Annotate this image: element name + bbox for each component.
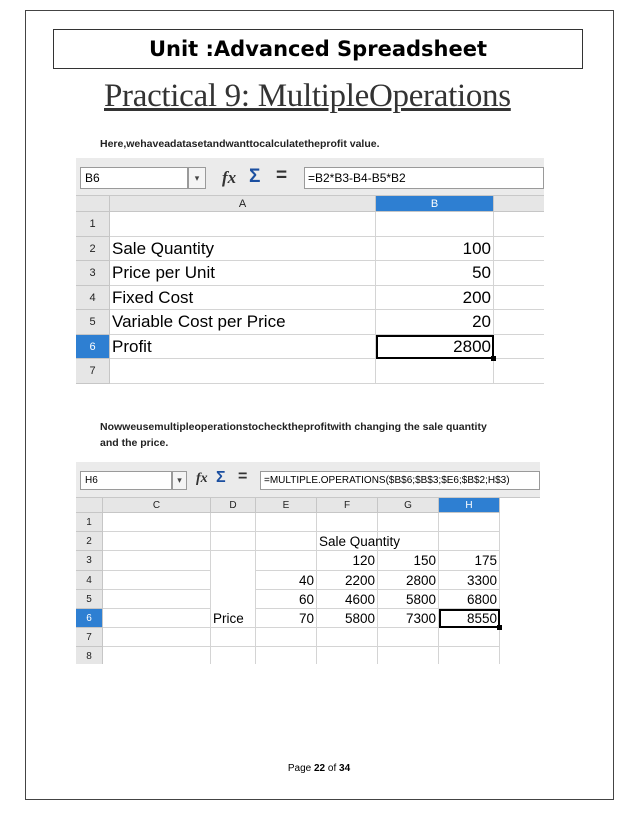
row-header-6[interactable]: 6 (76, 335, 110, 360)
row-header-7[interactable]: 7 (76, 628, 103, 647)
cell-b1[interactable] (376, 212, 494, 237)
footer-total-pages: 34 (339, 763, 351, 774)
footer-prefix: Page (287, 763, 312, 774)
cell-g1[interactable] (378, 513, 439, 532)
row-header-7[interactable]: 7 (76, 359, 110, 384)
cell-a2[interactable]: Sale Quantity (110, 237, 376, 262)
cell-h6[interactable]: 8550 (439, 609, 500, 628)
cell-a6[interactable]: Profit (110, 335, 376, 360)
intro-text: Here,wehaveadatasetandwanttocalculatetheprofit value. (100, 138, 380, 150)
cell-b2[interactable]: 100 (376, 237, 494, 262)
cell-b5[interactable]: 20 (376, 310, 494, 335)
formula-equals-icon[interactable]: = (238, 468, 248, 485)
cell-c6[interactable] (103, 609, 211, 628)
cell-b7[interactable] (376, 359, 494, 384)
cell-c1[interactable] (103, 513, 211, 532)
cell-a3[interactable]: Price per Unit (110, 261, 376, 286)
cell-h4[interactable]: 3300 (439, 571, 500, 590)
cell-f8[interactable] (317, 647, 378, 664)
cell-c5[interactable] (103, 590, 211, 609)
cell-h7[interactable] (439, 628, 500, 647)
cell-a1[interactable] (110, 212, 376, 237)
cell-a5[interactable]: Variable Cost per Price (110, 310, 376, 335)
column-header-b[interactable]: B (376, 196, 494, 212)
column-header-f[interactable]: F (317, 498, 378, 513)
row-header-3[interactable]: 3 (76, 261, 110, 286)
cell-f6[interactable]: 5800 (317, 609, 378, 628)
column-header-a[interactable]: A (110, 196, 376, 212)
formula-bar (76, 158, 544, 196)
row-header-4[interactable]: 4 (76, 571, 103, 590)
cell-g6[interactable]: 7300 (378, 609, 439, 628)
row-header-3[interactable]: 3 (76, 551, 103, 570)
cell-e7[interactable] (256, 628, 317, 647)
spreadsheet-multiple-operations (76, 462, 540, 664)
column-header-extra[interactable] (494, 196, 544, 212)
formula-equals-icon[interactable]: = (276, 165, 288, 186)
page-footer (0, 763, 638, 774)
column-header-c[interactable]: C (103, 498, 211, 513)
cell-h8[interactable] (439, 647, 500, 664)
footer-current-page: 22 (313, 763, 326, 774)
cell-f4[interactable]: 2200 (317, 571, 378, 590)
row-header-5[interactable]: 5 (76, 310, 110, 335)
row-header-5[interactable]: 5 (76, 590, 103, 609)
cell-d5[interactable] (211, 590, 256, 609)
column-header-d[interactable]: D (211, 498, 256, 513)
row-header-6[interactable]: 6 (76, 609, 103, 628)
cell-g5[interactable]: 5800 (378, 590, 439, 609)
cell-d8[interactable] (211, 647, 256, 664)
cell-c4[interactable] (103, 571, 211, 590)
cell-d4[interactable] (211, 571, 256, 590)
cell-e3[interactable] (256, 551, 317, 570)
cell-e4[interactable]: 40 (256, 571, 317, 590)
cell-f3[interactable]: 120 (317, 551, 378, 570)
row-header-4[interactable]: 4 (76, 286, 110, 311)
spreadsheet-profit (76, 158, 544, 384)
formula-input[interactable]: =MULTIPLE.OPERATIONS($B$6;$B$3;$E6;$B$2;H$3) (260, 471, 540, 490)
cell-c4[interactable] (494, 286, 544, 311)
cell-f2[interactable]: Sale Quantity (317, 532, 378, 551)
cell-g3[interactable]: 150 (378, 551, 439, 570)
cell-f5[interactable]: 4600 (317, 590, 378, 609)
footer-of: of (327, 763, 337, 774)
cell-g4[interactable]: 2800 (378, 571, 439, 590)
cell-d2[interactable] (211, 532, 256, 551)
second-text: Nowweusemultipleoperationstochecktheprofitwith changing the sale quantity and the price. (100, 421, 487, 449)
column-header-g[interactable]: G (378, 498, 439, 513)
grid-corner (76, 498, 103, 513)
cell-a7[interactable] (110, 359, 376, 384)
cell-e8[interactable] (256, 647, 317, 664)
cell-c2[interactable] (494, 237, 544, 262)
cell-c7[interactable] (494, 359, 544, 384)
grid-corner (76, 196, 110, 212)
cell-e6[interactable]: 70 (256, 609, 317, 628)
cell-b4[interactable]: 200 (376, 286, 494, 311)
column-header-e[interactable]: E (256, 498, 317, 513)
row-header-8[interactable]: 8 (76, 647, 103, 664)
cell-a4[interactable]: Fixed Cost (110, 286, 376, 311)
sum-icon[interactable]: Σ (216, 469, 226, 486)
formula-input[interactable]: =B2*B3-B4-B5*B2 (304, 167, 544, 189)
cell-g7[interactable] (378, 628, 439, 647)
cell-e5[interactable]: 60 (256, 590, 317, 609)
cell-g8[interactable] (378, 647, 439, 664)
cell-c1[interactable] (494, 212, 544, 237)
cell-h1[interactable] (439, 513, 500, 532)
cell-e1[interactable] (256, 513, 317, 532)
cell-h2[interactable] (439, 532, 500, 551)
cell-c7[interactable] (103, 628, 211, 647)
cell-c3[interactable] (103, 551, 211, 570)
practical-title: Practical 9: MultipleOperations (104, 78, 511, 114)
column-header-h[interactable]: H (439, 498, 500, 513)
name-box[interactable]: H6 (80, 471, 172, 490)
cell-c6[interactable] (494, 335, 544, 360)
chevron-down-icon[interactable]: ▾ (188, 167, 206, 189)
row-header-1[interactable]: 1 (76, 513, 103, 532)
unit-header: Unit :Advanced Spreadsheet (53, 29, 583, 69)
cell-b6[interactable]: 2800 (376, 335, 494, 360)
cell-c3[interactable] (494, 261, 544, 286)
row-header-1[interactable]: 1 (76, 212, 110, 237)
cell-e2[interactable] (256, 532, 317, 551)
page-border (25, 10, 614, 800)
cell-h5[interactable]: 6800 (439, 590, 500, 609)
cell-d1[interactable] (211, 513, 256, 532)
cell-c8[interactable] (103, 647, 211, 664)
sum-icon[interactable]: Σ (249, 166, 261, 187)
chevron-down-icon[interactable]: ▾ (172, 471, 187, 490)
function-wizard-icon[interactable]: fx (222, 168, 237, 187)
cell-d6[interactable]: Price (211, 609, 256, 628)
function-wizard-icon[interactable]: fx (196, 471, 208, 486)
cell-d7[interactable] (211, 628, 256, 647)
name-box[interactable]: B6 (80, 167, 188, 189)
cell-c5[interactable] (494, 310, 544, 335)
row-header-2[interactable]: 2 (76, 532, 103, 551)
cell-f7[interactable] (317, 628, 378, 647)
cell-f1[interactable] (317, 513, 378, 532)
cell-g2[interactable] (378, 532, 439, 551)
cell-d3[interactable] (211, 551, 256, 570)
cell-h3[interactable]: 175 (439, 551, 500, 570)
cell-c2[interactable] (103, 532, 211, 551)
cell-b3[interactable]: 50 (376, 261, 494, 286)
formula-bar (76, 462, 540, 498)
row-header-2[interactable]: 2 (76, 237, 110, 262)
